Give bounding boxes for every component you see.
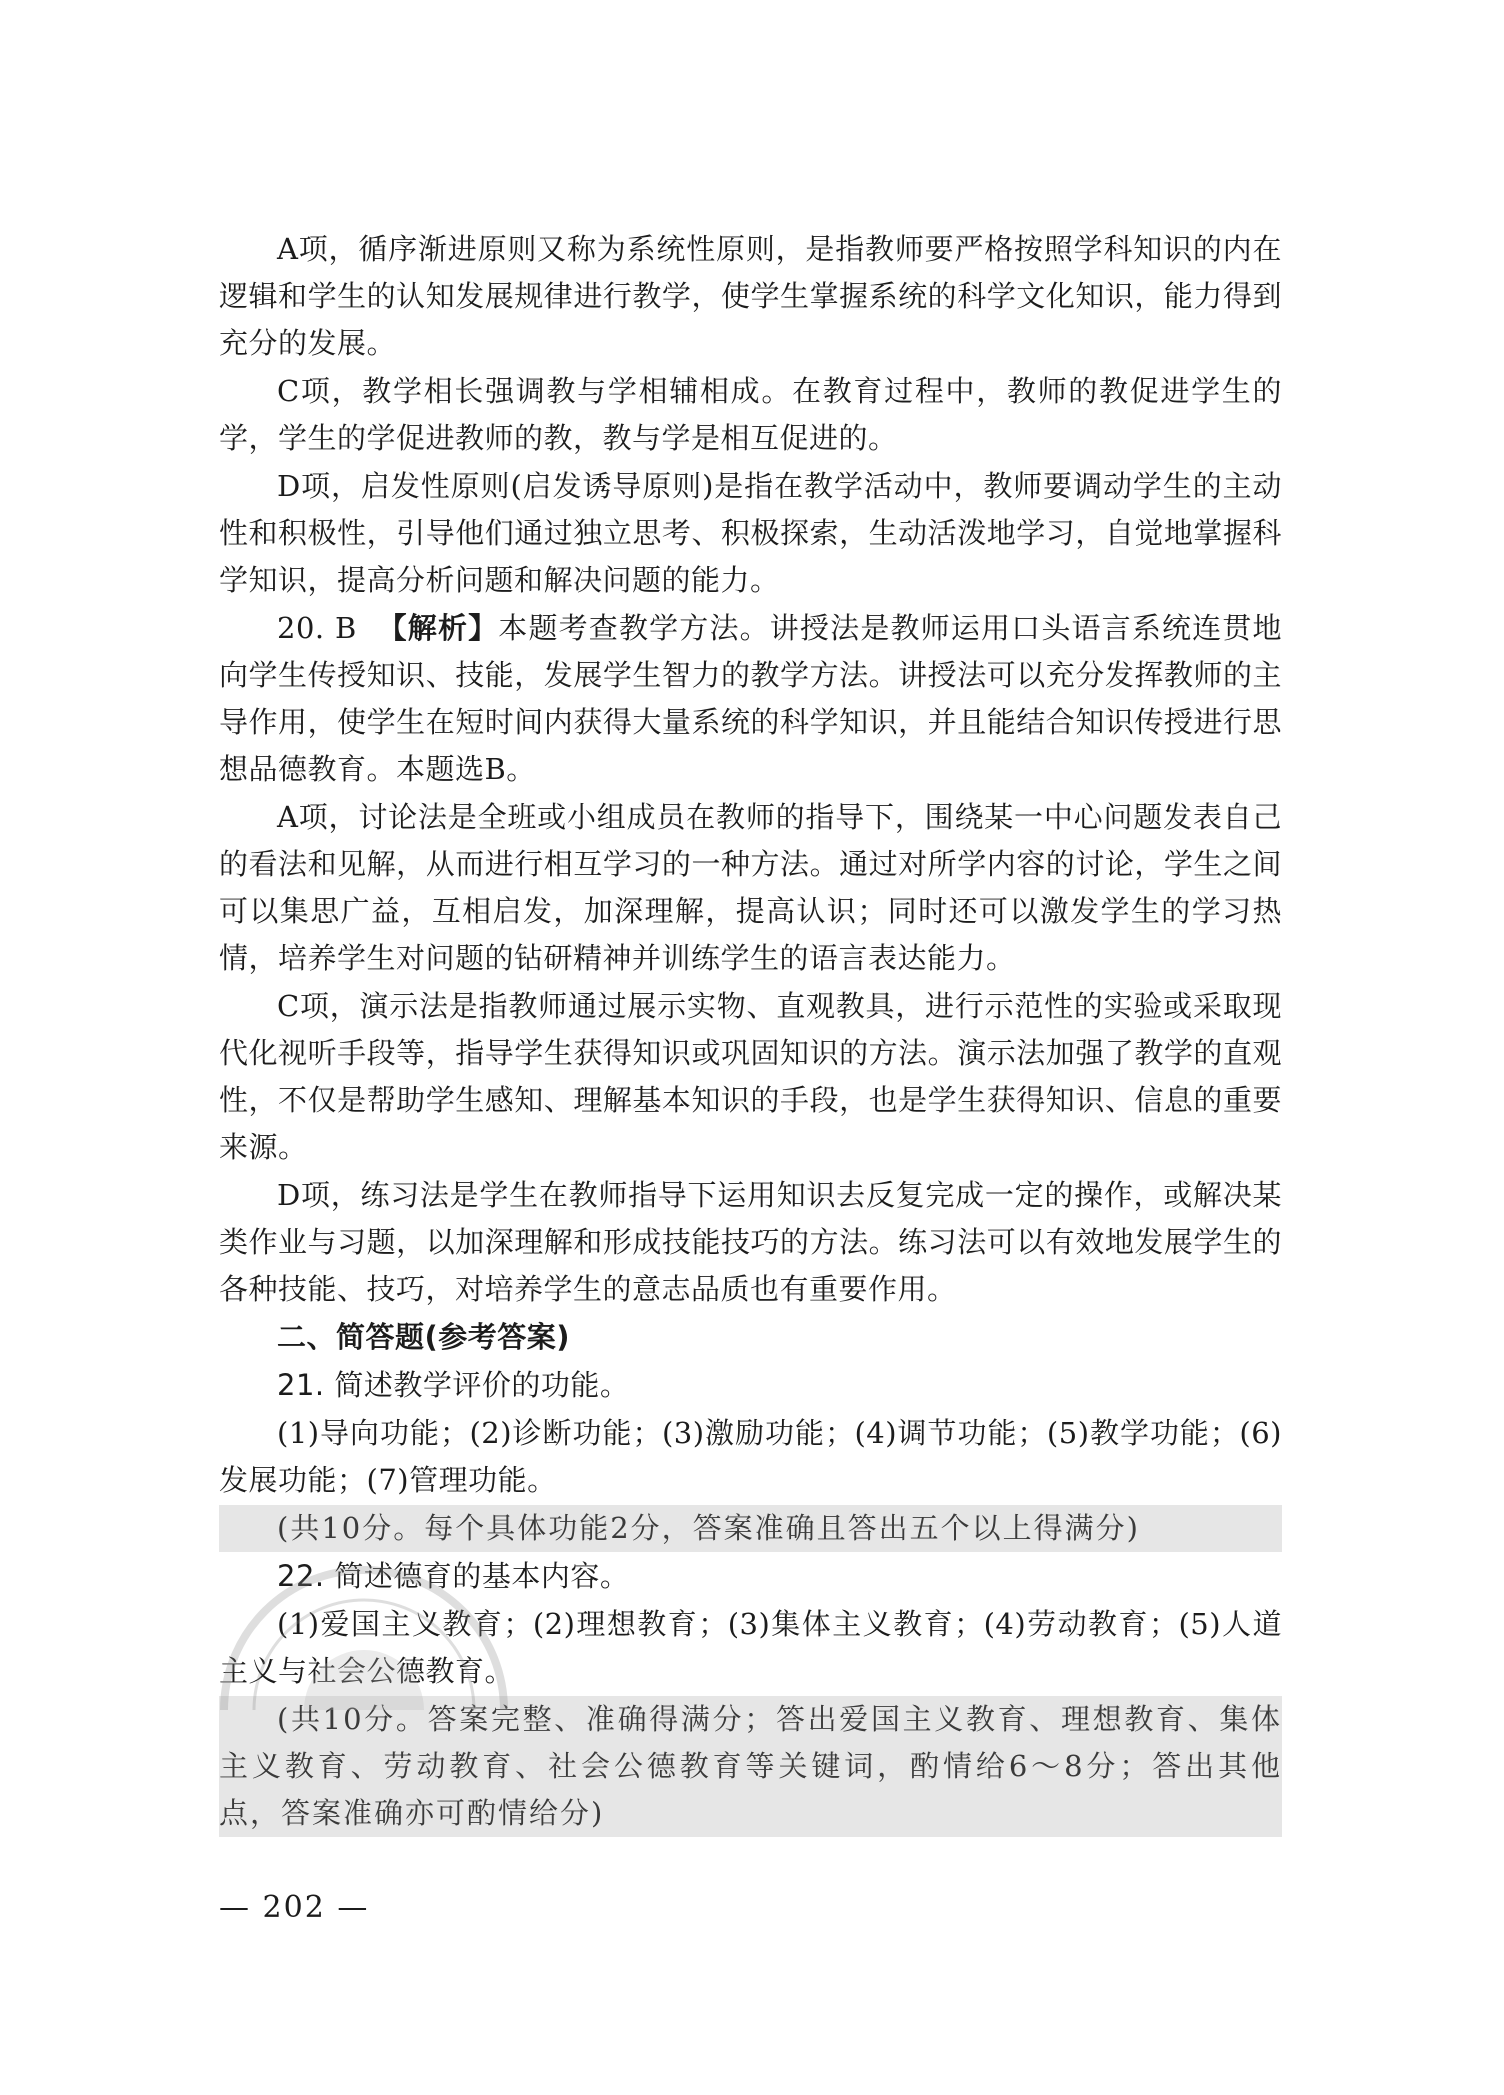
paragraph-discussion-method: A项，讨论法是全班或小组成员在教师的指导下，围绕某一中心问题发表自己的看法和见解，从而进行相互学习的一种方法。通过对所学内容的讨论，学生之间可以集思广益，互相启发，加深理解，提高认识；同时还可以激发学生的学习热情，培养学生对问题的钻研精神并训练学生的语言表达能力。	[219, 800, 1282, 975]
paragraph-a-principle: A项，循序渐进原则又称为系统性原则，是指教师要严格按照学科知识的内在逻辑和学生的认知发展规律进行教学，使学生掌握系统的科学文化知识，能力得到充分的发展。	[219, 232, 1282, 360]
question-22-answer: (1)爱国主义教育；(2)理想教育；(3)集体主义教育；(4)劳动教育；(5)人道主义与社会公德教育。	[219, 1607, 1282, 1688]
section-heading: 二、简答题(参考答案)	[277, 1320, 571, 1354]
question-22-title: 22. 简述德育的基本内容。	[277, 1559, 630, 1593]
question-20-number: 20. B	[277, 611, 357, 645]
paragraph-c-principle: C项，教学相长强调教与学相辅相成。在教育过程中，教师的教促进学生的学，学生的学促进教师的教，教与学是相互促进的。	[219, 374, 1282, 455]
page-body	[219, 226, 1282, 1837]
question-21-title: 21. 简述教学评价的功能。	[277, 1368, 630, 1402]
page-number: — 202 —	[219, 1890, 370, 1925]
paragraph-d-principle: D项，启发性原则(启发诱导原则)是指在教学活动中，教师要调动学生的主动性和积极性，引导他们通过独立思考、积极探索，生动活泼地学习，自觉地掌握科学知识，提高分析问题和解决问题的能力。	[219, 469, 1282, 597]
paragraph-practice-method: D项，练习法是学生在教师指导下运用知识去反复完成一定的操作，或解决某类作业与习题，以加深理解和形成技能技巧的方法。练习法可以有效地发展学生的各种技能、技巧，对培养学生的意志品质也有重要作用。	[219, 1178, 1282, 1306]
question-21-scoring: (共10分。每个具体功能2分，答案准确且答出五个以上得满分)	[219, 1505, 1282, 1552]
question-21-answer: (1)导向功能；(2)诊断功能；(3)激励功能；(4)调节功能；(5)教学功能；(6)发展功能；(7)管理功能。	[219, 1416, 1282, 1497]
question-22-scoring: (共10分。答案完整、准确得满分；答出爱国主义教育、理想教育、集体主义教育、劳动教育、社会公德教育等关键词，酌情给6～8分；答出其他点，答案准确亦可酌情给分)	[219, 1696, 1282, 1837]
question-20-text: 本题考查教学方法。讲授法是教师运用口头语言系统连贯地向学生传授知识、技能，发展学生智力的教学方法。讲授法可以充分发挥教师的主导作用，使学生在短时间内获得大量系统的科学知识，并且能结合知识传授进行思想品德教育。本题选B。	[219, 611, 1282, 786]
question-20-explanation	[219, 605, 1282, 793]
analysis-tag: 【解析】	[377, 611, 499, 645]
paragraph-demonstration-method: C项，演示法是指教师通过展示实物、直观教具，进行示范性的实验或采取现代化视听手段等，指导学生获得知识或巩固知识的方法。演示法加强了教学的直观性，不仅是帮助学生感知、理解基本知识的手段，也是学生获得知识、信息的重要来源。	[219, 989, 1282, 1164]
